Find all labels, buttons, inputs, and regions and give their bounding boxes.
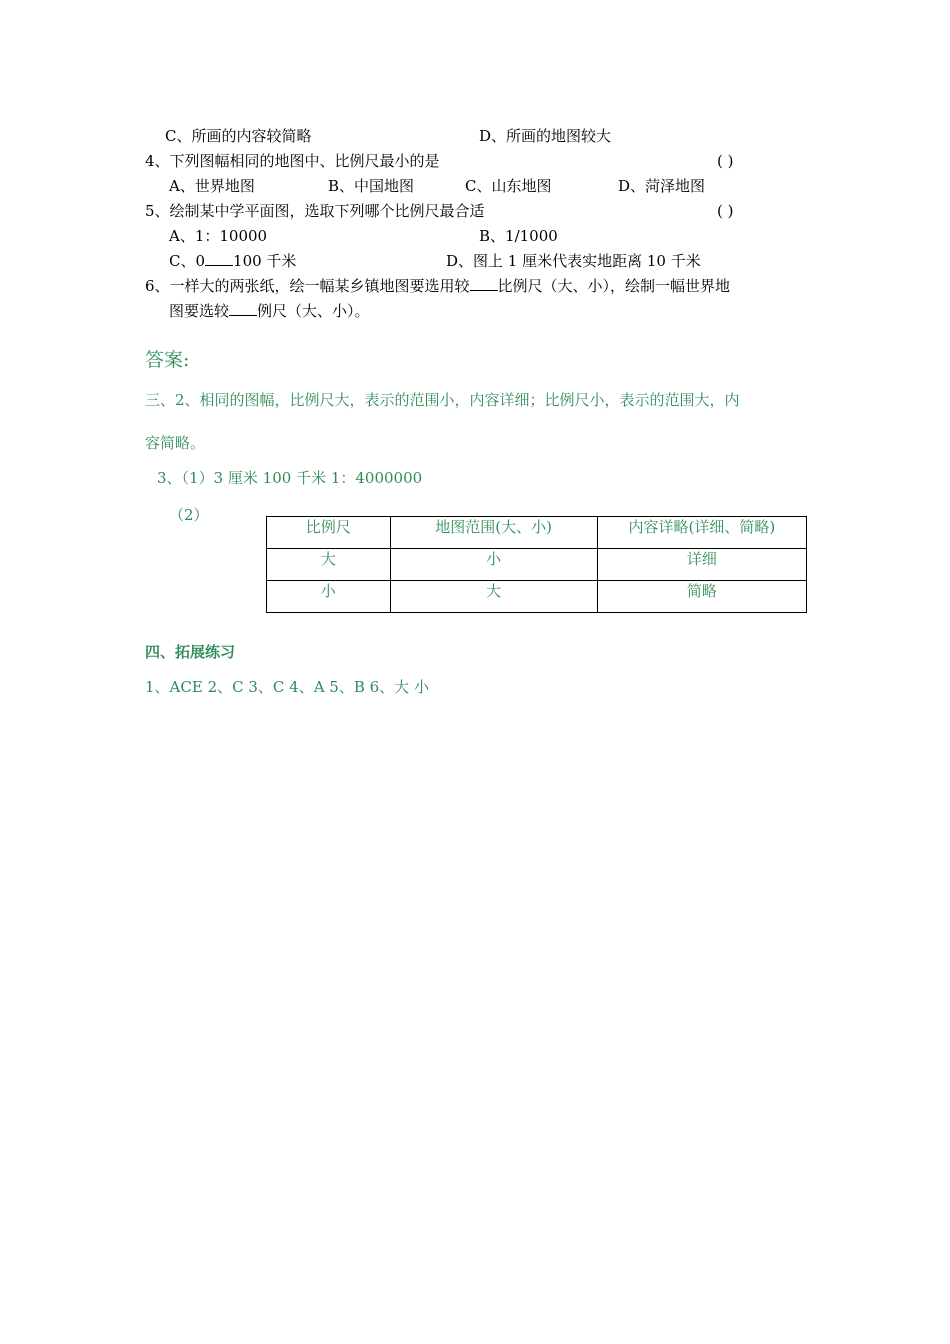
q4-stem: 4、下列图幅相同的地图中、比例尺最小的是 [145,152,440,170]
q5-stem: 5、绘制某中学平面图，选取下列哪个比例尺最合适 [145,202,485,220]
table-cell: 详细 [597,549,806,581]
answer-table [266,516,807,613]
q6-line2-end: 例尺（大、小）。 [257,302,370,320]
q4-option-c: C、山东地图 [465,177,552,195]
scale-bar-blank [205,251,233,266]
table-cell: 大 [390,581,597,613]
answer-3-2-line1: 三、2、相同的图幅，比例尺大，表示的范围小，内容详细；比例尺小，表示的范围大，内 [145,391,740,409]
q5-option-c [169,251,296,271]
table-header-cell: 内容详略(详细、简略) [597,517,806,549]
section-4-answers: 1、ACE 2、C 3、C 4、A 5、B 6、大 小 [145,678,429,696]
q6-line1-end: 比例尺（大、小），绘制一幅世界地 [497,277,731,295]
table-row [267,549,807,581]
q5-option-c-start: C、0 [169,252,206,270]
table-cell: 小 [390,549,597,581]
section-4-heading: 四、拓展练习 [145,643,236,661]
q6-blank-2 [229,301,257,316]
q5-option-a: A、1：10000 [169,227,268,245]
table-cell: 小 [267,581,391,613]
q3-option-d: D、所画的地图较大 [479,127,612,145]
q4-option-d: D、菏泽地图 [618,177,706,195]
q6-line2-start: 图要选较 [169,302,230,320]
table-header-row [267,517,807,549]
q5-option-b: B、1/1000 [479,227,558,245]
q4-option-b: B、中国地图 [328,177,415,195]
answers-heading: 答案: [145,349,190,371]
q5-option-c-end: 100 千米 [233,252,297,270]
q5-answer-paren: ( ) [717,202,734,220]
table-header-cell: 地图范围(大、小) [390,517,597,549]
table-row [267,581,807,613]
q4-answer-paren: ( ) [717,152,734,170]
q3-option-c: C、所画的内容较简略 [165,127,312,145]
q6-line1 [145,276,730,296]
table-cell: 简略 [597,581,806,613]
q6-line1-start: 6、一样大的两张纸，绘一幅某乡镇地图要选用较 [145,277,470,295]
answer-3-2-line2: 容简略。 [145,434,206,452]
q4-option-a: A、世界地图 [169,177,255,195]
table-cell: 大 [267,549,391,581]
q6-line2 [169,301,370,321]
answer-3-3-2-label: （2） [169,506,209,524]
q5-option-d: D、图上 1 厘米代表实地距离 10 千米 [446,252,701,270]
answer-3-3-1: 3、（1）3 厘米 100 千米 1：4000000 [157,469,423,487]
table-header-cell: 比例尺 [267,517,391,549]
q6-blank-1 [470,276,498,291]
